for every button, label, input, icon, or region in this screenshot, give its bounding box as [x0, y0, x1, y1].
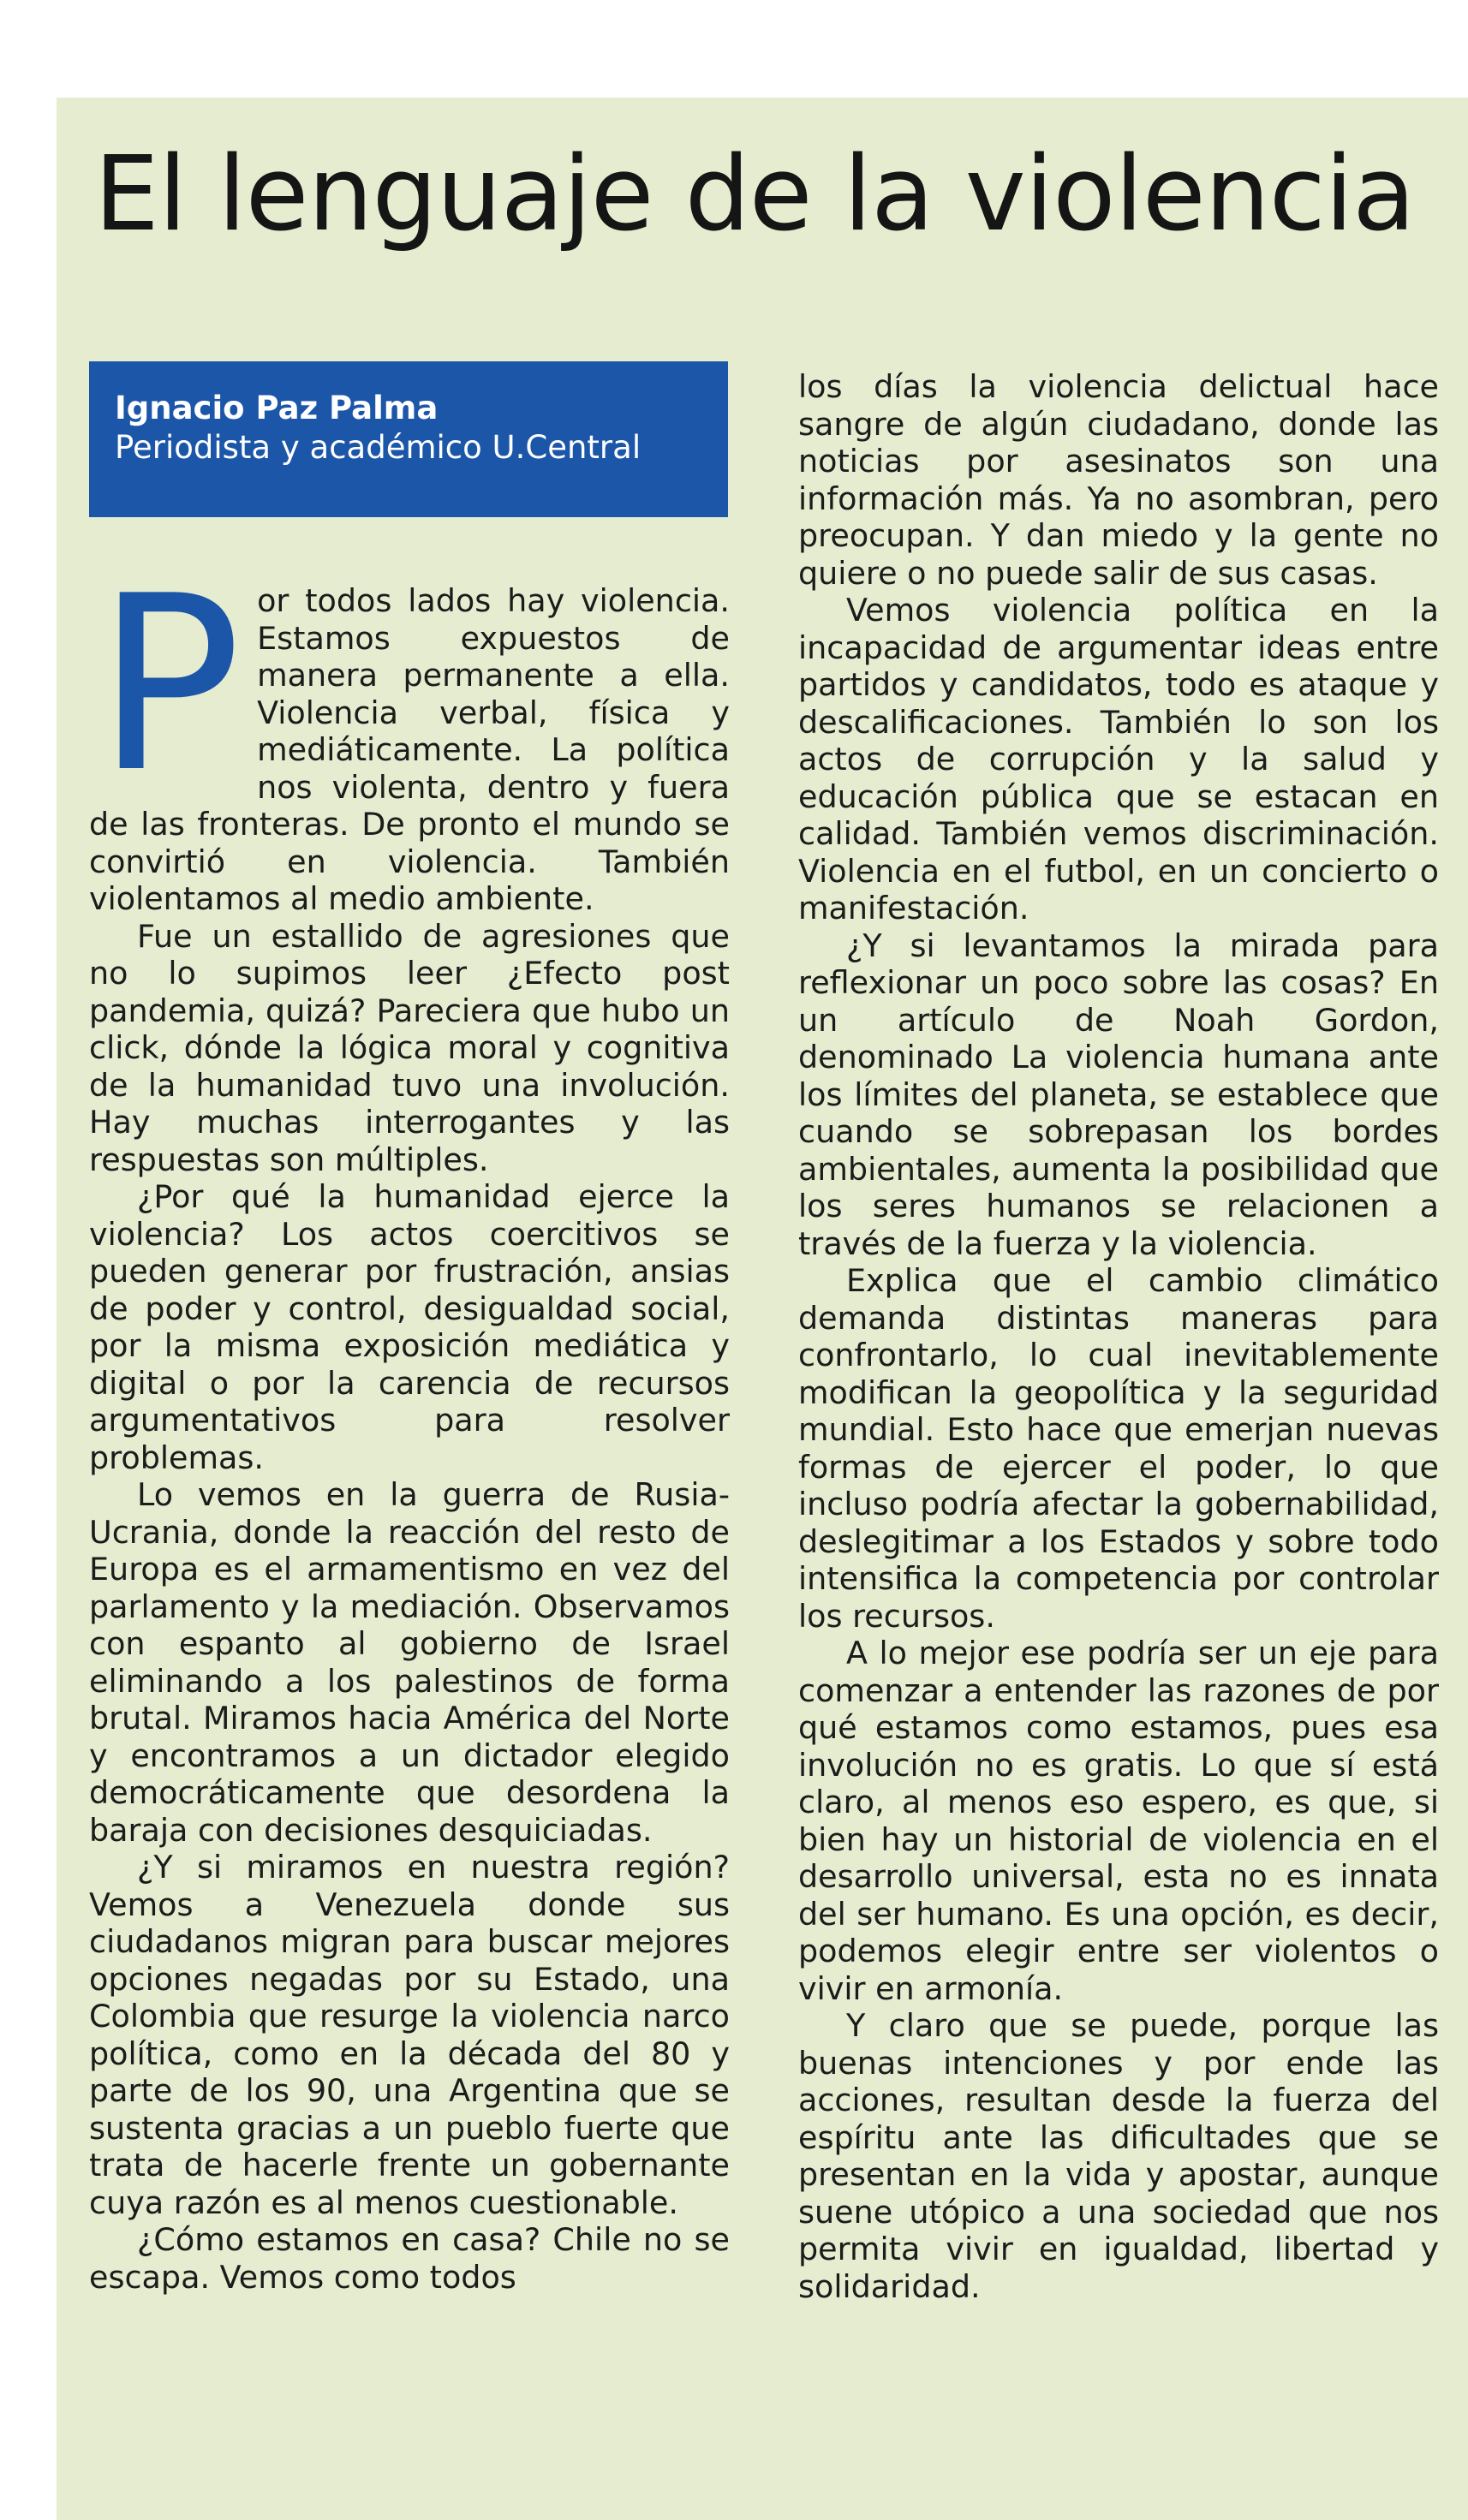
paragraph-1: or todos lados hay violencia. Estamos expuestos de manera permanente a ella. Violencia verbal, física y mediáticamente. La política nos violenta, dentro y fuera de las fronteras. De pronto el mundo se convirtió en violencia. También violentamos al medio ambiente. — [89, 582, 730, 917]
author-role: Periodista y académico U.Central — [115, 429, 642, 466]
author-box — [89, 361, 728, 517]
paragraph-10: A lo mejor ese podría ser un eje para comenzar a entender las razones de por qué estamos como estamos, pues esa involución no es gratis. Lo que sí está claro, al menos eso espero, es que, si bien hay un historial de violencia en el desarrollo universal, esta no es innata del ser humano. Es una opción, es decir, podemos elegir entre ser violentos o vivir en armonía. — [798, 1635, 1439, 2007]
author-name: Ignacio Paz Palma — [115, 390, 439, 426]
right-column — [798, 368, 1439, 2305]
paragraph-6-continued: los días la violencia delictual hace sangre de algún ciudadano, donde las noticias por asesinatos son una información más. Ya no asombran, pero preocupan. Y dan miedo y la gente no quiere o no puede salir de sus casas. — [798, 368, 1439, 592]
paragraph-6: ¿Cómo estamos en casa? Chile no se escapa. Vemos como todos — [89, 2221, 730, 2296]
paragraph-9: Explica que el cambio climático demanda distintas maneras para confrontarlo, lo cual inevitablemente modifican la geopolítica y la seguridad mundial. Esto hace que emerjan nuevas formas de ejercer el poder, lo que incluso podría afectar la gobernabilidad, deslegitimar a los Estados y sobre todo intensifica la competencia por controlar los recursos. — [798, 1262, 1439, 1635]
left-column — [89, 544, 730, 2296]
paragraph-5: ¿Y si miramos en nuestra región? Vemos a Venezuela donde sus ciudadanos migran para buscar mejores opciones negadas por su Estado, una Colombia que resurge la violencia narco política, como en la década del 80 y parte de los 90, una Argentina que se sustenta gracias a un pueblo fuerte que trata de hacerle frente un gobernante cuya razón es al menos cuestionable. — [89, 1849, 730, 2221]
paragraph-4: Lo vemos en la guerra de Rusia-Ucrania, donde la reacción del resto de Europa es el armamentismo en vez del parlamento y la mediación. Observamos con espanto al gobierno de Israel eliminando a los palestinos de forma brutal. Miramos hacia América del Norte y encontramos a un dictador elegido democráticamente que desordena la baraja con decisiones desquiciadas. — [89, 1476, 730, 1849]
paragraph-3: ¿Por qué la humanidad ejerce la violencia? Los actos coercitivos se pueden generar por frustración, ansias de poder y control, desigualdad social, por la misma exposición mediática y digital o por la carencia de recursos argumentativos para resolver problemas. — [89, 1178, 730, 1476]
drop-cap: P — [96, 544, 242, 825]
paragraph-7: Vemos violencia política en la incapacidad de argumentar ideas entre partidos y candidatos, todo es ataque y descalificaciones. También lo son los actos de corrupción y la salud y educación pública que se estacan en calidad. También vemos discriminación. Violencia en el futbol, en un concierto o manifestación. — [798, 592, 1439, 926]
paragraph-11: Y claro que se puede, porque las buenas intenciones y por ende las acciones, resultan desde la fuerza del espíritu ante las dificultades que se presentan en la vida y apostar, aunque suene utópico a una sociedad que nos permita vivir en igualdad, libertad y solidaridad. — [798, 2007, 1439, 2305]
article-title: El lenguaje de la violencia — [94, 135, 1415, 254]
paragraph-2: Fue un estallido de agresiones que no lo supimos leer ¿Efecto post pandemia, quizá? Pareciera que hubo un click, dónde la lógica moral y cognitiva de la humanidad tuvo una involución. Hay muchas interrogantes y las respuestas son múltiples. — [89, 917, 730, 1178]
paragraph-8: ¿Y si levantamos la mirada para reflexionar un poco sobre las cosas? En un artículo de Noah Gordon, denominado La violencia humana ante los límites del planeta, se establece que cuando se sobrepasan los bordes ambientales, aumenta la posibilidad que los seres humanos se relacionen a través de la fuerza y la violencia. — [798, 926, 1439, 1262]
